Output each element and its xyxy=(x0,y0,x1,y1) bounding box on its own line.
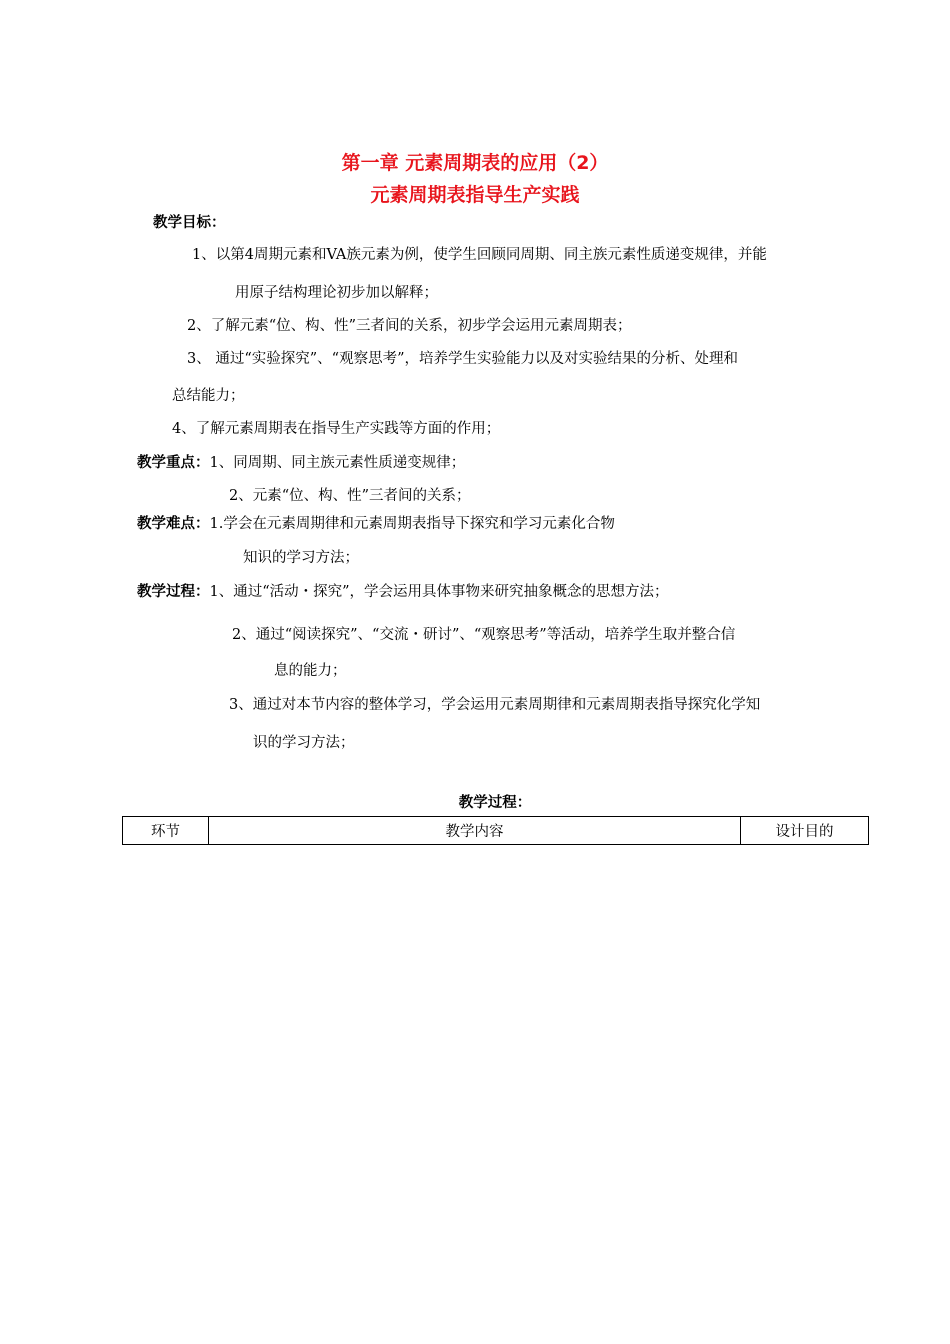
difficulty-1-line-2: 知识的学习方法； xyxy=(243,550,359,566)
process-label: 教学过程： xyxy=(137,584,210,600)
header-cell-purpose: 设计目的 xyxy=(741,817,869,845)
key-points-label: 教学重点： xyxy=(137,455,210,471)
objective-2: 2、了解元素“位、构、性”三者间的关系，初步学会运用元素周期表； xyxy=(187,318,632,334)
difficulties-row xyxy=(137,512,615,533)
key-point-1: 1、同周期、同主族元素性质递变规律； xyxy=(209,455,466,471)
objective-3-line-2: 总结能力； xyxy=(172,388,245,404)
process-row xyxy=(137,580,669,601)
objective-3-line-1: 3、 通过“实验探究”、“观察思考”，培养学生实验能力以及对实验结果的分析、处理和 xyxy=(187,351,738,367)
process-1: 1、通过“活动・探究”，学会运用具体事物来研究抽象概念的思想方法； xyxy=(209,584,669,600)
header-cell-stage: 环节 xyxy=(123,817,209,845)
title-line-1: 第一章 元素周期表的应用（2） xyxy=(341,152,609,174)
process-table xyxy=(122,816,869,845)
difficulty-1-line-1: 1.学会在元素周期律和元素周期表指导下探究和学习元素化合物 xyxy=(209,516,615,532)
objective-1-line-1: 1、以第4周期元素和VA族元素为例，使学生回顾同周期、同主族元素性质递变规律，并能 xyxy=(192,247,767,263)
objective-1-line-2: 用原子结构理论初步加以解释； xyxy=(235,285,438,301)
table-header-row xyxy=(123,817,869,845)
process-2-line-2: 息的能力； xyxy=(274,663,347,679)
process-3-line-2: 识的学习方法； xyxy=(253,735,355,751)
difficulties-label: 教学难点： xyxy=(137,516,210,532)
objective-4: 4、了解元素周期表在指导生产实践等方面的作用； xyxy=(172,421,501,437)
title-line-2: 元素周期表指导生产实践 xyxy=(370,184,580,206)
process-2-line-1: 2、通过“阅读探究”、“交流・研讨”、“观察思考”等活动，培养学生取并整合信 xyxy=(232,627,736,643)
header-cell-content: 教学内容 xyxy=(209,817,741,845)
key-point-2: 2、元素“位、构、性”三者间的关系； xyxy=(229,488,471,504)
objectives-heading: 教学目标： xyxy=(153,215,226,231)
process-table-caption: 教学过程： xyxy=(458,795,532,811)
process-3-line-1: 3、通过对本节内容的整体学习，学会运用元素周期律和元素周期表指导探究化学知 xyxy=(229,697,761,713)
key-points-row xyxy=(137,451,465,472)
